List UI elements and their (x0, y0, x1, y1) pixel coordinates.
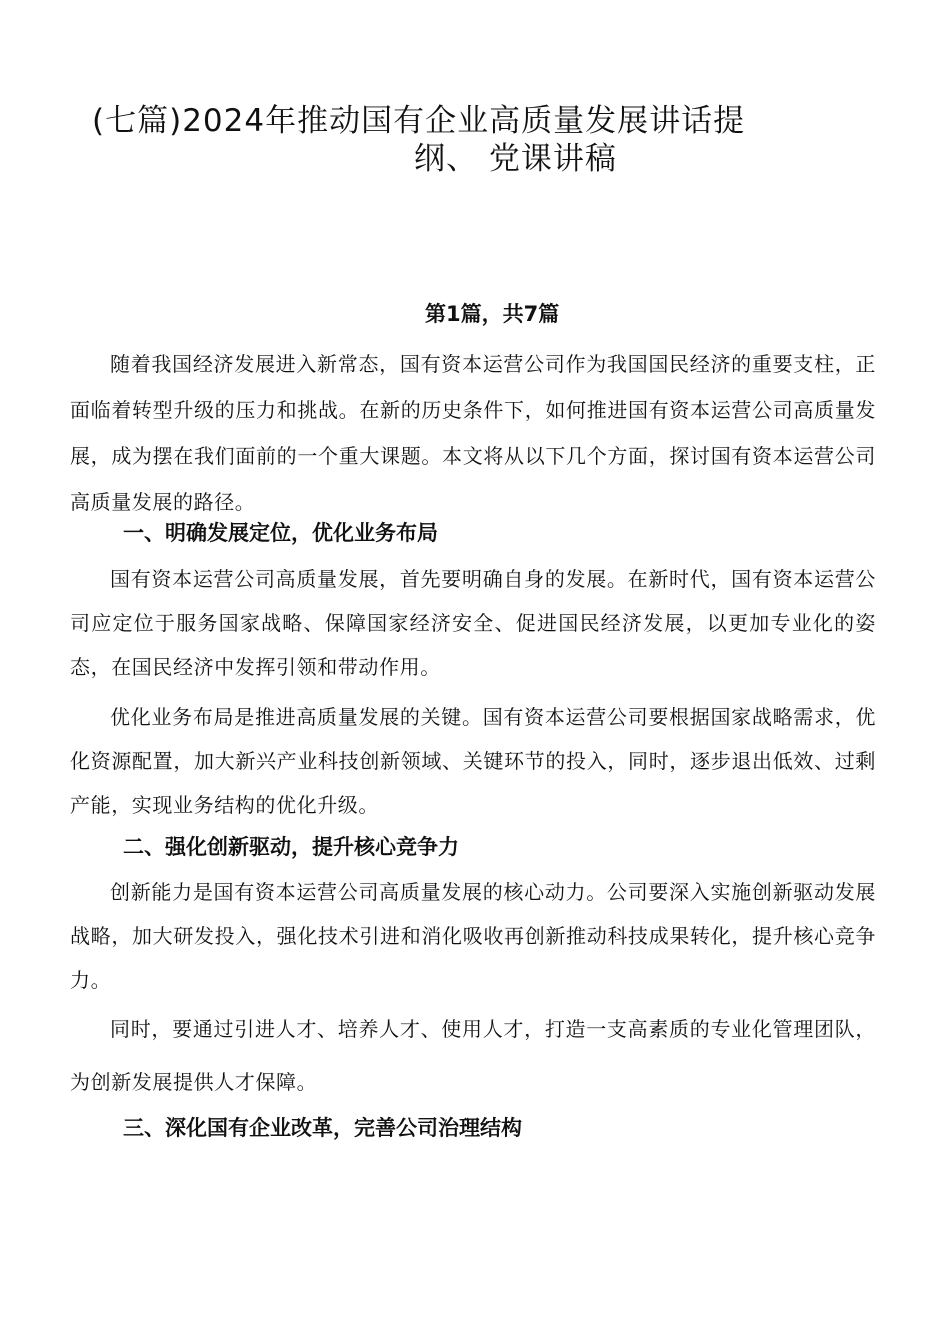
document-title-line-1: (七篇)2024年推动国有企业高质量发展讲话提 (92, 103, 746, 139)
section-2-paragraph-2: 同时，要通过引进人才、培养人才、使用人才，打造一支高素质的专业化管理团队，为创新发展提供人才保障。 (70, 1017, 876, 1094)
document-title-line-2: 纲、 党课讲稿 (414, 141, 617, 177)
section-2-paragraph-1: 创新能力是国有资本运营公司高质量发展的核心动力。公司要深入实施创新驱动发展战略，加大研发投入，强化技术引进和消化吸收再创新推动科技成果转化，提升核心竞争力。 (70, 880, 876, 992)
section-heading-2: 二、强化创新驱动，提升核心竞争力 (123, 835, 459, 859)
part-indicator: 第1篇，共7篇 (425, 302, 560, 326)
section-heading-3: 三、深化国有企业改革，完善公司治理结构 (123, 1116, 522, 1140)
section-heading-1: 一、明确发展定位，优化业务布局 (123, 521, 438, 545)
section-1-paragraph-2: 优化业务布局是推进高质量发展的关键。国有资本运营公司要根据国家战略需求，优化资源配置，加大新兴产业科技创新领域、关键环节的投入，同时，逐步退出低效、过剩产能，实现业务结构的优化升级。 (70, 705, 876, 817)
intro-paragraph: 随着我国经济发展进入新常态，国有资本运营公司作为我国国民经济的重要支柱，正面临着转型升级的压力和挑战。在新的历史条件下，如何推进国有资本运营公司高质量发展，成为摆在我们面前的一个重大课题。本文将从以下几个方面，探讨国有资本运营公司高质量发展的路径。 (70, 352, 876, 514)
section-1-paragraph-1: 国有资本运营公司高质量发展，首先要明确自身的发展。在新时代，国有资本运营公司应定位于服务国家战略、保障国家经济安全、促进国民经济发展，以更加专业化的姿态，在国民经济中发挥引领和带动作用。 (70, 567, 876, 679)
